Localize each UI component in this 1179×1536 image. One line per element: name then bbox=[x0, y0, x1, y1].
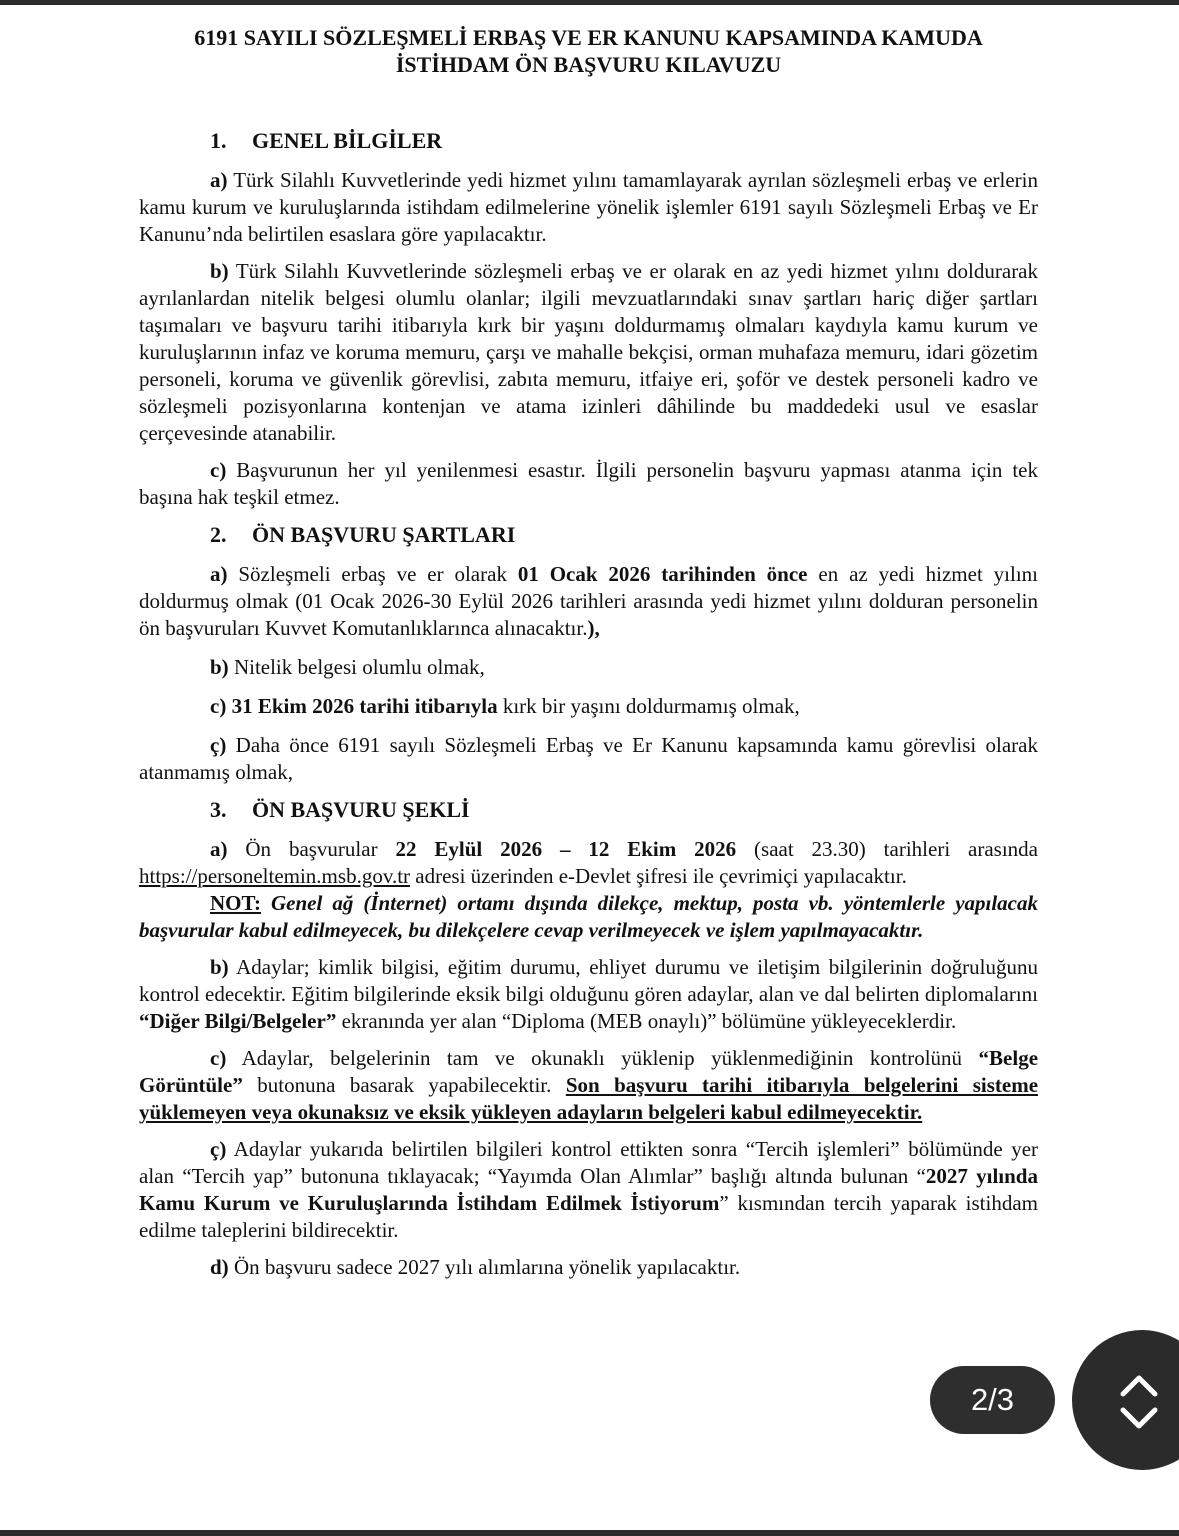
document-title bbox=[139, 24, 1038, 78]
section-2-paragraph-cc: ç) Daha önce 6191 sayılı Sözleşmeli Erbaş ve Er Kanunu kapsamında kamu görevlisi olarak atanmamış olmak, bbox=[139, 733, 1038, 784]
section-1-paragraph-c: c) Başvurunun her yıl yenilenmesi esastır. İlgili personelin başvuru yapması atanma için tek başına hak teşkil etmez. bbox=[139, 458, 1038, 509]
chevron-down-icon[interactable] bbox=[1119, 1406, 1159, 1432]
section-3-paragraph-cc: ç) Adaylar yukarıda belirtilen bilgileri kontrol ettikten sonra “Tercih işlemleri” bölümünde yer alan “Tercih yap” butonuna tıklayacak; “Yayımda Olan Alımlar” başlığı altında bulunan “2027 yılında Kamu Kurum ve Kuruluşlarında İstihdam Edilmek İstiyorum” kısmından tercih yaparak istihdam edilme taleplerini bildirecektir. bbox=[139, 1137, 1039, 1242]
page-indicator-text: 2/3 bbox=[970, 1382, 1015, 1417]
section-3-heading: 3. ÖN BAŞVURU ŞEKLİ bbox=[210, 797, 470, 822]
top-status-bar bbox=[0, 0, 1179, 5]
page-indicator bbox=[930, 1366, 1055, 1434]
title-line-1: 6191 SAYILI SÖZLEŞMELİ ERBAŞ VE ER KANUNU KAPSAMINDA KAMUDA bbox=[194, 25, 983, 50]
section-2-paragraph-a: a) Sözleşmeli erbaş ve er olarak 01 Ocak 2026 tarihinden önce en az yedi hizmet yılını doldurmuş olmak (01 Ocak 2026-30 Eylül 2026 tarihleri arasında yedi hizmet yılını dolduran personelin ön başvuruları Kuvvet Komutanlıklarınca alınacaktır.), bbox=[139, 562, 1038, 640]
section-1-heading: 1. GENEL BİLGİLER bbox=[210, 128, 443, 153]
document-page bbox=[139, 24, 1038, 1281]
chevron-up-icon[interactable] bbox=[1119, 1372, 1159, 1398]
section-2-heading: 2. ÖN BAŞVURU ŞARTLARI bbox=[210, 522, 516, 547]
bottom-bar bbox=[0, 1530, 1179, 1536]
section-3-paragraph-c: c) Adaylar, belgelerinin tam ve okunaklı yüklenip yüklenmediğinin kontrolünü “Belge Görüntüle” butonuna basarak yapabilecektir. Son başvuru tarihi itibarıyla belgelerini sisteme yüklemeyen veya okunaksız ve eksik yükleyen adayların belgeleri kabul edilmeyecektir. bbox=[139, 1046, 1039, 1124]
section-3-note: NOT: Genel ağ (İnternet) ortamı dışında dilekçe, mektup, posta vb. yöntemlerle yapılacak başvurular kabul edilmeyecek, bu dilekçelere cevap verilmeyecek ve işlem yapılmayacaktır. bbox=[139, 891, 1039, 942]
section-3-paragraph-b: b) Adaylar; kimlik bilgisi, eğitim durumu, ehliyet durumu ve iletişim bilgilerinin doğruluğunu kontrol edecektir. Eğitim bilgilerinde eksik bilgi olduğunu gören adaylar, alan ve dal belirten diplomalarını “Diğer Bilgi/Belgeler” ekranında yer alan “Diploma (MEB onaylı)” bölümüne yükleyeceklerdir. bbox=[139, 955, 1039, 1033]
application-link[interactable]: https://personeltemin.msb.gov.tr bbox=[139, 864, 411, 888]
section-2-paragraph-b: b) Nitelik belgesi olumlu olmak, bbox=[210, 655, 485, 679]
section-3-paragraph-a: a) Ön başvurular 22 Eylül 2026 – 12 Ekim 2026 (saat 23.30) tarihleri arasında https://personeltemin.msb.gov.tr adresi üzerinden e-Devlet şifresi ile çevrimiçi yapılacaktır. bbox=[139, 837, 1038, 888]
section-1-paragraph-a: a) Türk Silahlı Kuvvetlerinde yedi hizmet yılını tamamlayarak ayrılan sözleşmeli erbaş ve erlerin kamu kurum ve kuruluşlarında istihdam edilmelerine yönelik işlemler 6191 sayılı Sözleşmeli Erbaş ve Er Kanunu’nda belirtilen esaslara göre yapılacaktır. bbox=[139, 168, 1039, 246]
page-nav-button[interactable] bbox=[1072, 1330, 1179, 1470]
section-1-paragraph-b: b) Türk Silahlı Kuvvetlerinde sözleşmeli erbaş ve er olarak en az yedi hizmet yılını doldurarak ayrılanlardan nitelik belgesi olumlu olanlar; ilgili mevzuatlarındaki sınav şartları hariç diğer şartları taşımaları ve başvuru tarihi itibarıyla kırk bir yaşını doldurmamış olmaları kaydıyla kamu kurum ve kuruluşlarının infaz ve koruma memuru, çarşı ve mahalle bekçisi, orman muhafaza memuru, idari gözetim personeli, koruma ve güvenlik görevlisi, zabıta memuru, itfaiye eri, şoför ve destek personeli kadro ve sözleşmeli pozisyonlarına kontenjan ve atama izinleri dâhilinde bu maddedeki usul ve esaslar çerçevesinde atanabilir. bbox=[139, 259, 1039, 445]
section-3-paragraph-d: d) Ön başvuru sadece 2027 yılı alımlarına yönelik yapılacaktır. bbox=[210, 1255, 741, 1279]
section-2-paragraph-c: c) 31 Ekim 2026 tarihi itibarıyla kırk bir yaşını doldurmamış olmak, bbox=[210, 694, 800, 718]
title-line-2: İSTİHDAM ÖN BAŞVURU KILAVUZU bbox=[395, 52, 782, 77]
